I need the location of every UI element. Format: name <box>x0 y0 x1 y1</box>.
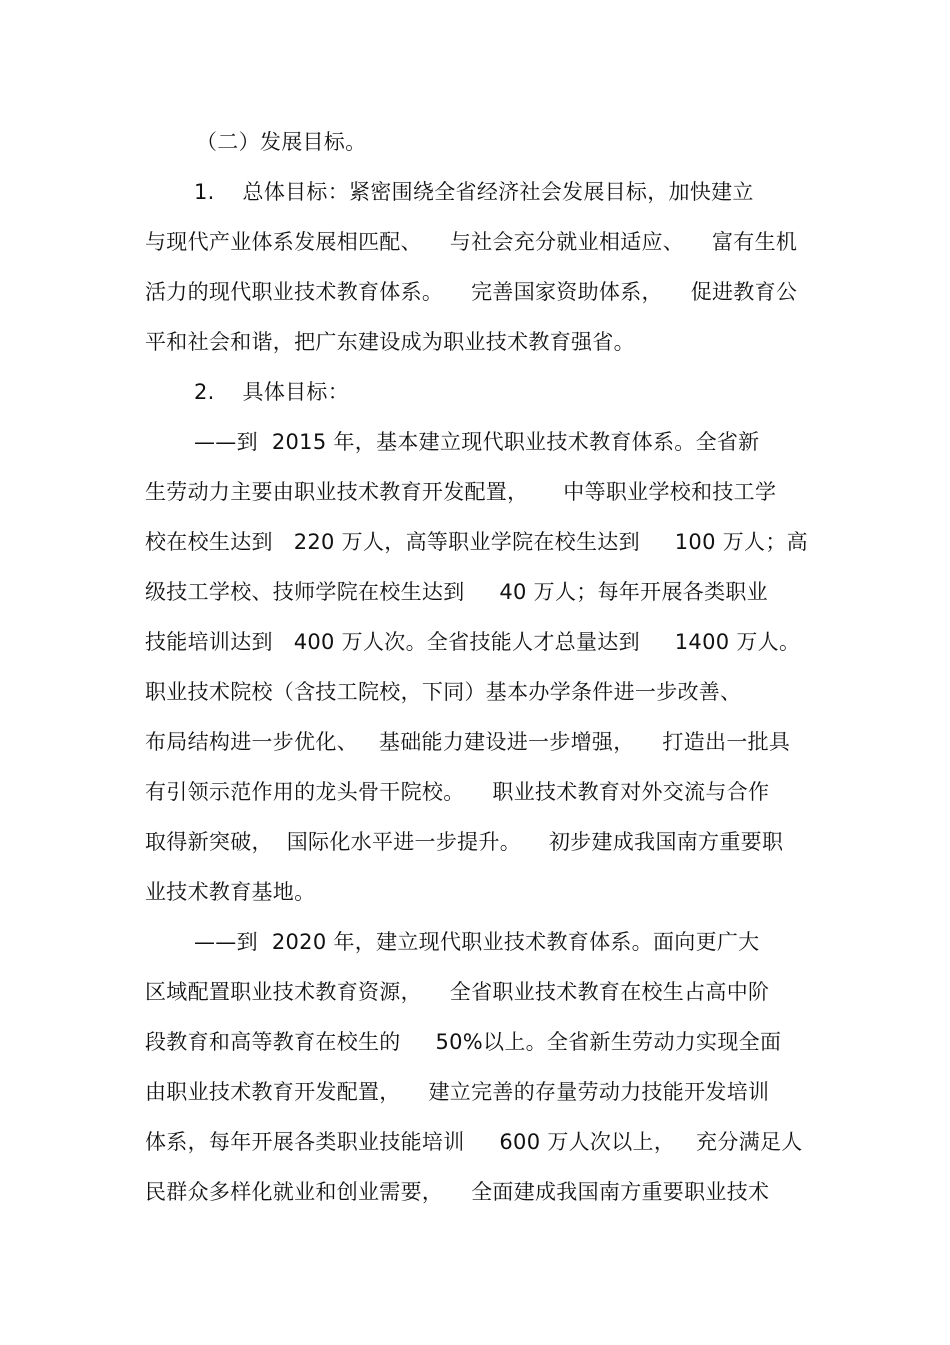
paragraph-line: 有引领示范作用的龙头骨干院校。 职业技术教育对外交流与合作 <box>145 780 770 804</box>
paragraph-line: 段教育和高等教育在校生的 50%以上。全省新生劳动力实现全面 <box>145 1030 782 1054</box>
paragraph-line: 校在校生达到 220 万人，高等职业学院在校生达到 100 万人；高 <box>145 530 808 554</box>
section-heading: （二）发展目标。 <box>196 130 367 154</box>
paragraph-line: 平和社会和谐，把广东建设成为职业技术教育强省。 <box>145 330 635 354</box>
paragraph-line: 生劳动力主要由职业技术教育开发配置， 中等职业学校和技工学 <box>145 480 777 504</box>
paragraph-line: 民群众多样化就业和创业需要， 全面建成我国南方重要职业技术 <box>145 1180 770 1204</box>
paragraph-line: 活力的现代职业技术教育体系。 完善国家资助体系， 促进教育公 <box>145 280 798 304</box>
paragraph-line: 技能培训达到 400 万人次。全省技能人才总量达到 1400 万人。 <box>145 630 801 654</box>
paragraph-line: ——到 2015 年，基本建立现代职业技术教育体系。全省新 <box>194 430 760 454</box>
paragraph-line: 与现代产业体系发展相匹配、 与社会充分就业相适应、 富有生机 <box>145 230 798 254</box>
paragraph-line: 取得新突破， 国际化水平进一步提升。 初步建成我国南方重要职 <box>145 830 784 854</box>
paragraph-line: 级技工学校、技师学院在校生达到 40 万人；每年开展各类职业 <box>145 580 768 604</box>
paragraph-line: 业技术教育基地。 <box>145 880 316 904</box>
paragraph-line: 布局结构进一步优化、 基础能力建设进一步增强， 打造出一批具 <box>145 730 791 754</box>
paragraph-line: ——到 2020 年，建立现代职业技术教育体系。面向更广大 <box>194 930 760 954</box>
paragraph-line: 由职业技术教育开发配置， 建立完善的存量劳动力技能开发培训 <box>145 1080 770 1104</box>
paragraph-line: 2. 具体目标： <box>194 380 350 404</box>
paragraph-line: 职业技术院校（含技工院校，下同）基本办学条件进一步改善、 <box>145 680 742 704</box>
paragraph-line: 1. 总体目标：紧密围绕全省经济社会发展目标，加快建立 <box>194 180 754 204</box>
paragraph-line: 区域配置职业技术教育资源， 全省职业技术教育在校生占高中阶 <box>145 980 770 1004</box>
paragraph-line: 体系，每年开展各类职业技能培训 600 万人次以上， 充分满足人 <box>145 1130 803 1154</box>
